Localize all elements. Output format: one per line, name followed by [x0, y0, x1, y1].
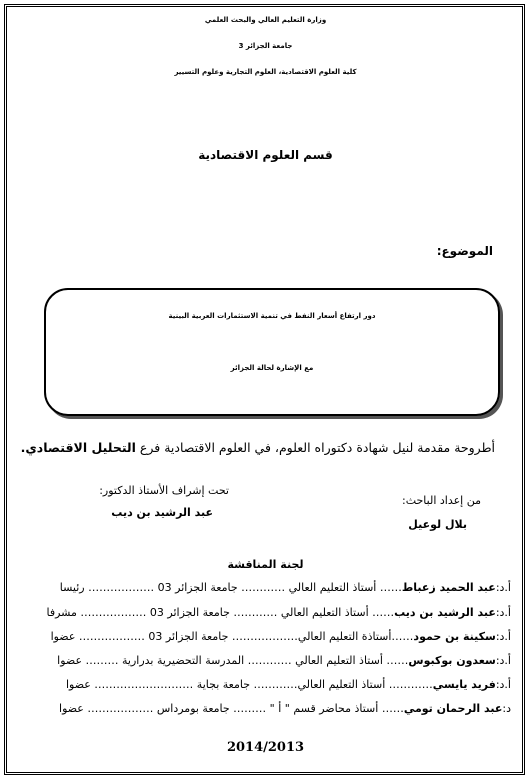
member-details: ………… أستاذ التعليم العالي………… جامعة بجاية ……………………… عضوا	[65, 677, 433, 691]
member-name: عبد الحميد زعباط	[401, 580, 496, 594]
committee-member	[18, 579, 511, 595]
researcher-name: بلال لوعيل	[408, 518, 467, 531]
thesis-text: أطروحة مقدمة لنيل شهادة دكتوراه العلوم، في العلوم الاقتصادية فرع	[135, 440, 495, 455]
member-prefix: أ.د:	[495, 653, 511, 667]
researcher-label: من إعداد الباحث:	[402, 494, 481, 507]
ministry-name: وزارة التعليم العالي والبحث العلمي	[204, 16, 327, 24]
academic-year: 2014/2013	[226, 740, 305, 755]
member-details: ……أستاذة التعليم العالي……………… جامعة الجزائر 03 ……………… عضوا	[50, 629, 414, 643]
supervisor-label: تحت إشراف الأستاذ الدكتور:	[99, 484, 229, 497]
committee-member	[18, 604, 511, 620]
committee-member	[18, 652, 511, 668]
committee-title: لجنة المناقشة	[227, 558, 304, 571]
supervisor-name: عبد الرشيد بن ديب	[111, 506, 213, 519]
member-name: سكينة بن حمود	[413, 629, 496, 643]
member-prefix: أ.د:	[495, 629, 511, 643]
member-details: …… أستاذ محاضر قسم " أ " ……… جامعة بومرداس ……………… عضوا	[59, 701, 404, 715]
member-prefix: أ.د:	[495, 580, 511, 594]
member-name: عبد الرحمان تومي	[403, 701, 503, 715]
member-prefix: أ.د:	[495, 677, 511, 691]
department-name: قسم العلوم الاقتصادية	[198, 148, 333, 162]
university-name: جامعة الجزائر 3	[238, 42, 293, 50]
thesis-branch: التحليل الاقتصادي.	[20, 440, 136, 455]
member-name: عبد الرشيد بن ديب	[394, 605, 496, 619]
thesis-description	[21, 440, 495, 455]
member-name: سعدون بوكبوس	[408, 653, 496, 667]
thesis-title-box	[44, 288, 500, 416]
committee-member	[18, 628, 511, 644]
member-details: …… أستاذ التعليم العالي ………… المدرسة التحضيرية بدرارية ……… عضوا	[57, 653, 409, 667]
member-prefix: أ.د:	[495, 605, 511, 619]
committee-member	[18, 676, 511, 692]
member-details: …… أستاذ التعليم العالي ………… جامعة الجزائر 03 ……………… مشرفا	[46, 605, 395, 619]
committee-member	[18, 700, 511, 716]
member-prefix: د:	[502, 701, 511, 715]
thesis-title-line-1: دور ارتفاع أسعار النفط في تنمية الاستثمارات العربية البينية	[168, 312, 376, 320]
thesis-title-line-2: مع الإشارة لحالة الجزائر	[230, 364, 314, 372]
member-details: …… أستاذ التعليم العالي ………… جامعة الجزائر 03 ……………… رئيسا	[59, 580, 402, 594]
faculty-name: كلية العلوم الاقتصادية، العلوم التجارية وعلوم التسيير	[174, 68, 357, 76]
member-name: فريد يايسي	[432, 677, 496, 691]
subject-label: الموضوع:	[436, 244, 493, 258]
